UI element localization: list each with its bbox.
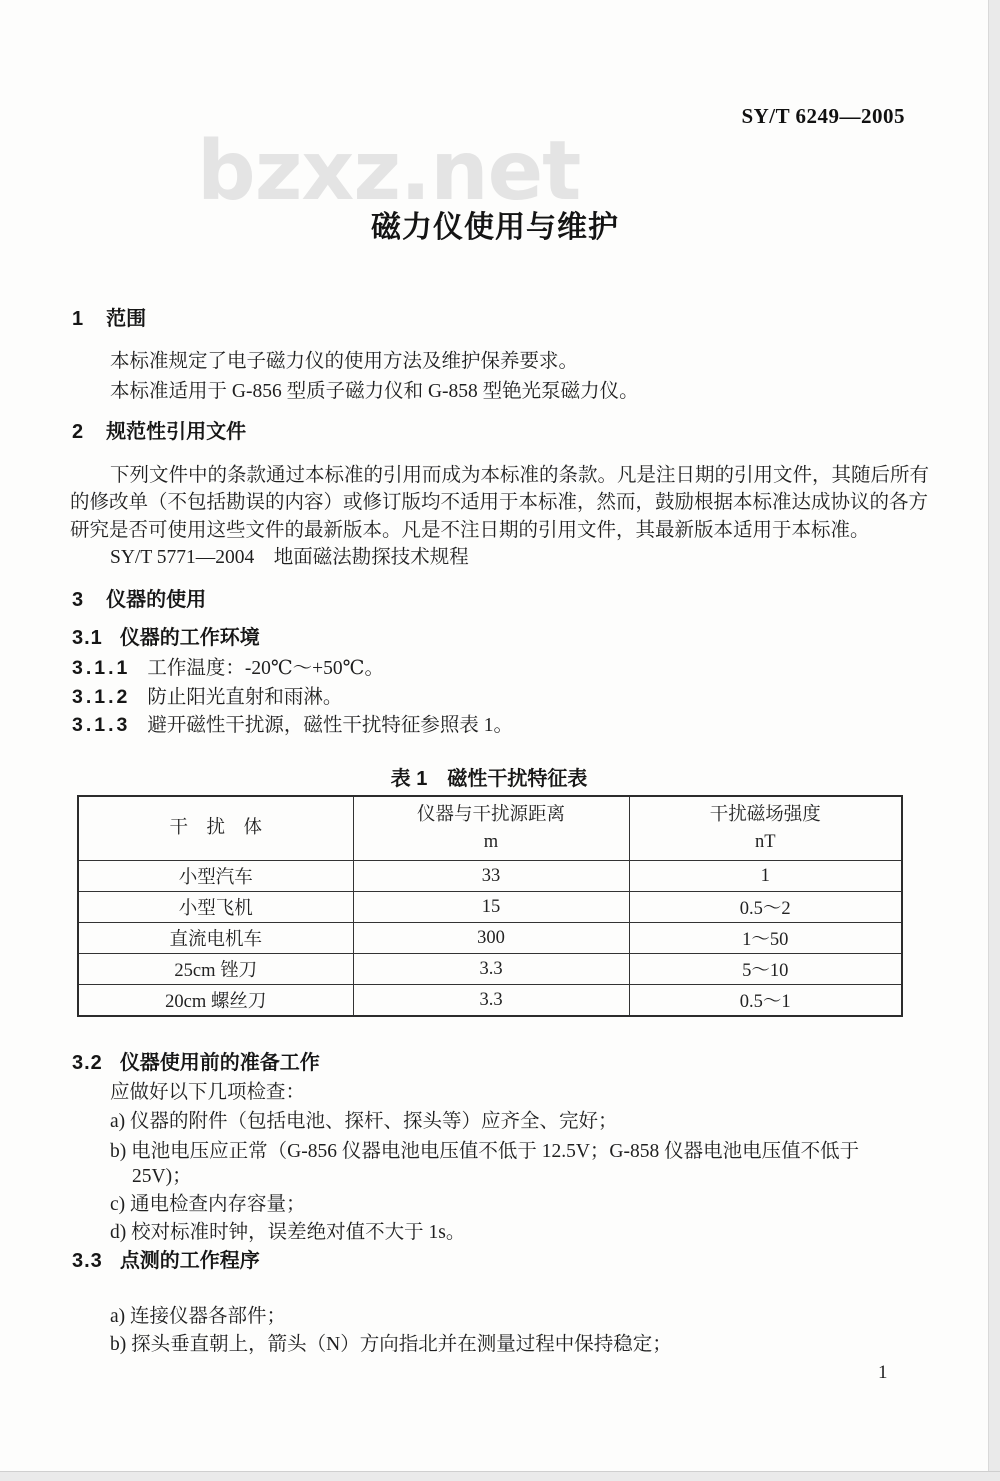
table-row bbox=[78, 985, 902, 1017]
cell-source: 小型汽车 bbox=[78, 861, 353, 892]
section-1-paragraph: 本标准适用于 G-856 型质子磁力仪和 G-858 型铯光泵磁力仪。 bbox=[110, 381, 639, 402]
section-1-paragraph: 本标准规定了电子磁力仪的使用方法及维护保养要求。 bbox=[110, 351, 579, 372]
cell-source: 小型飞机 bbox=[78, 892, 353, 923]
table-1-caption: 表 1 磁性干扰特征表 bbox=[390, 768, 588, 790]
table-header-row bbox=[78, 796, 902, 861]
page-number: 1 bbox=[878, 1362, 888, 1383]
section-3-title: 仪器的使用 bbox=[106, 589, 207, 611]
clause-3-1-2-number: 3.1.2 bbox=[72, 686, 131, 708]
cell-strength: 0.5～2 bbox=[629, 892, 902, 923]
section-2-paragraph-line: 的修改单（不包括勘误的内容）或修订版均不适用于本标准，然而，鼓励根据本标准达成协议的各方 bbox=[70, 492, 929, 513]
section-3-2-heading bbox=[72, 1048, 320, 1078]
clause-3-1-3 bbox=[72, 710, 513, 742]
cell-strength: 1～50 bbox=[629, 923, 902, 954]
document-title: 磁力仪使用与维护 bbox=[371, 211, 619, 244]
column-header-distance: 仪器与干扰源距离 m bbox=[353, 796, 629, 861]
clause-3-1-1-number: 3.1.1 bbox=[72, 657, 131, 679]
table-row bbox=[78, 861, 902, 892]
scan-edge-right bbox=[988, 0, 1000, 1481]
section-3-heading bbox=[72, 585, 206, 615]
list-item-b: b) 探头垂直朝上，箭头（N）方向指北并在测量过程中保持稳定； bbox=[110, 1334, 672, 1355]
list-item-b-continuation: 25V)； bbox=[132, 1166, 192, 1187]
watermark-text: bzxz.net bbox=[197, 124, 581, 219]
cell-strength: 5～10 bbox=[629, 954, 902, 985]
clause-3-1-3-number: 3.1.3 bbox=[72, 714, 131, 736]
table-row bbox=[78, 923, 902, 954]
clause-3-1-1 bbox=[72, 653, 384, 685]
magnetic-interference-table bbox=[77, 795, 903, 1017]
section-2-number: 2 bbox=[72, 421, 86, 443]
column-header-interference-source: 干 扰 体 bbox=[78, 796, 353, 861]
list-item-b: b) 电池电压应正常（G-856 仪器电池电压值不低于 12.5V；G-858 仪器电池电压值不低于 bbox=[110, 1141, 860, 1162]
cell-distance: 3.3 bbox=[353, 985, 629, 1017]
section-3-1-title: 仪器的工作环境 bbox=[119, 627, 260, 649]
standard-code: SY/T 6249—2005 bbox=[741, 104, 905, 128]
checklist-lead: 应做好以下几项检查： bbox=[110, 1082, 306, 1103]
cell-source: 25cm 锉刀 bbox=[78, 954, 353, 985]
section-1-title: 范围 bbox=[106, 308, 147, 330]
cell-distance: 15 bbox=[353, 892, 629, 923]
clause-3-1-2-text: 防止阳光直射和雨淋。 bbox=[147, 687, 343, 708]
cell-strength: 1 bbox=[629, 861, 902, 892]
section-3-3-title: 点测的工作程序 bbox=[119, 1250, 260, 1272]
cell-source: 直流电机车 bbox=[78, 923, 353, 954]
column-header-field-strength: 干扰磁场强度 nT bbox=[629, 796, 902, 861]
section-2-paragraph-line: 下列文件中的条款通过本标准的引用而成为本标准的条款。凡是注日期的引用文件，其随后所有 bbox=[110, 465, 930, 486]
cell-distance: 3.3 bbox=[353, 954, 629, 985]
section-3-number: 3 bbox=[72, 589, 86, 611]
section-3-2-title: 仪器使用前的准备工作 bbox=[119, 1052, 320, 1074]
list-item-a: a) 连接仪器各部件； bbox=[110, 1306, 287, 1327]
table-row bbox=[78, 954, 902, 985]
scan-edge-bottom bbox=[0, 1471, 1000, 1481]
list-item-d: d) 校对标准时钟，误差绝对值不大于 1s。 bbox=[110, 1222, 466, 1243]
section-2-heading bbox=[72, 417, 246, 447]
section-1-heading bbox=[72, 304, 146, 334]
section-3-3-number: 3.3 bbox=[72, 1250, 103, 1272]
list-item-c: c) 通电检查内存容量； bbox=[110, 1194, 306, 1215]
section-3-1-number: 3.1 bbox=[72, 627, 103, 649]
section-3-3-heading bbox=[72, 1246, 260, 1276]
cell-strength: 0.5～1 bbox=[629, 985, 902, 1017]
clause-3-1-3-text: 避开磁性干扰源，磁性干扰特征参照表 1。 bbox=[147, 715, 514, 736]
clause-3-1-1-text: 工作温度：-20℃～+50℃。 bbox=[147, 658, 384, 679]
section-2-paragraph-line: 研究是否可使用这些文件的最新版本。凡是不注日期的引用文件，其最新版本适用于本标准。 bbox=[70, 520, 870, 541]
list-item-a: a) 仪器的附件（包括电池、探杆、探头等）应齐全、完好； bbox=[110, 1111, 618, 1132]
section-1-number: 1 bbox=[72, 308, 86, 330]
section-3-1-heading bbox=[72, 623, 260, 653]
section-3-2-number: 3.2 bbox=[72, 1052, 103, 1074]
section-2-title: 规范性引用文件 bbox=[106, 421, 247, 443]
normative-reference: SY/T 5771—2004 地面磁法勘探技术规程 bbox=[110, 547, 469, 568]
cell-source: 20cm 螺丝刀 bbox=[78, 985, 353, 1017]
cell-distance: 300 bbox=[353, 923, 629, 954]
clause-3-3-1 bbox=[72, 1274, 89, 1306]
table-row bbox=[78, 892, 902, 923]
cell-distance: 33 bbox=[353, 861, 629, 892]
